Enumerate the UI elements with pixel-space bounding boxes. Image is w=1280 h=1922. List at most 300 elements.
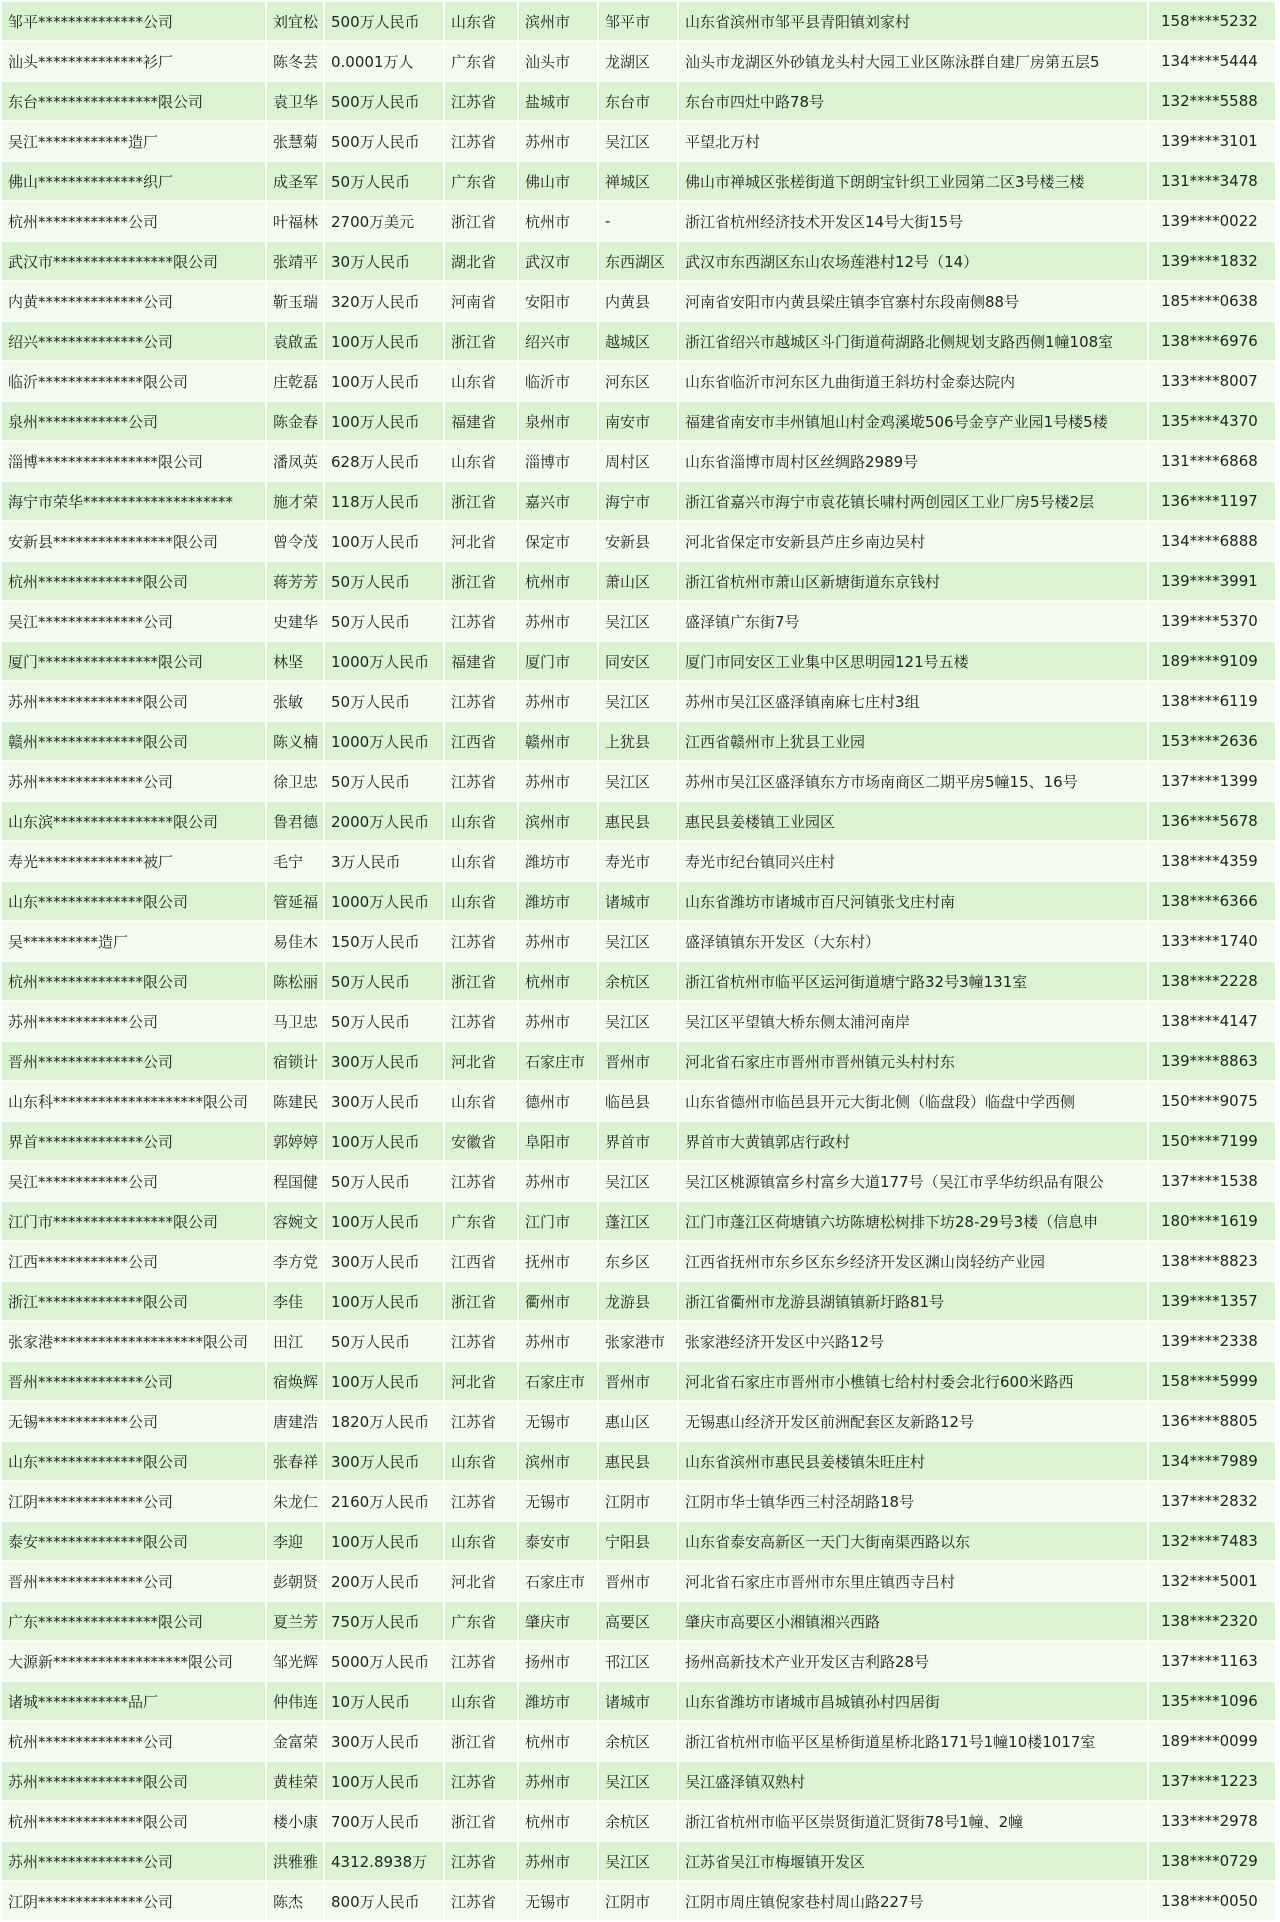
city-cell: 无锡市: [518, 1881, 598, 1921]
legal-rep-cell: 庄乾磊: [266, 361, 324, 401]
province-cell: 山东省: [444, 801, 518, 841]
company-name-cell: 山东**************限公司: [1, 1441, 266, 1481]
table-row: [1, 1241, 1276, 1281]
phone-cell: 135****4370: [1148, 401, 1276, 441]
capital-cell: 100万人民币: [324, 1761, 444, 1801]
legal-rep-cell: 林坚: [266, 641, 324, 681]
capital-cell: 300万人民币: [324, 1041, 444, 1081]
district-cell: 余杭区: [598, 1801, 678, 1841]
city-cell: 杭州市: [518, 201, 598, 241]
phone-cell: 158****5232: [1148, 1, 1276, 41]
capital-cell: 150万人民币: [324, 921, 444, 961]
table-row: [1, 1121, 1276, 1161]
city-cell: 滨州市: [518, 801, 598, 841]
district-cell: 东乡区: [598, 1241, 678, 1281]
address-cell: 厦门市同安区工业集中区思明园121号五楼: [678, 641, 1148, 681]
capital-cell: 300万人民币: [324, 1081, 444, 1121]
table-row: [1, 841, 1276, 881]
table-row: [1, 1041, 1276, 1081]
province-cell: 江苏省: [444, 1641, 518, 1681]
district-cell: 江阴市: [598, 1481, 678, 1521]
address-cell: 惠民县姜楼镇工业园区: [678, 801, 1148, 841]
province-cell: 浙江省: [444, 321, 518, 361]
address-cell: 寿光市纪台镇同兴庄村: [678, 841, 1148, 881]
district-cell: 东台市: [598, 81, 678, 121]
address-cell: 浙江省杭州市临平区星桥街道星桥北路171号1幢10楼1017室: [678, 1721, 1148, 1761]
city-cell: 杭州市: [518, 1801, 598, 1841]
legal-rep-cell: 彭朝贤: [266, 1561, 324, 1601]
company-name-cell: 苏州**************限公司: [1, 681, 266, 721]
legal-rep-cell: 宿焕辉: [266, 1361, 324, 1401]
province-cell: 山东省: [444, 841, 518, 881]
phone-cell: 138****2228: [1148, 961, 1276, 1001]
legal-rep-cell: 田江: [266, 1321, 324, 1361]
district-cell: 周村区: [598, 441, 678, 481]
district-cell: 晋州市: [598, 1041, 678, 1081]
company-name-cell: 界首**************公司: [1, 1121, 266, 1161]
city-cell: 临沂市: [518, 361, 598, 401]
legal-rep-cell: 洪雅雅: [266, 1841, 324, 1881]
company-name-cell: 内黄**************公司: [1, 281, 266, 321]
table-row: [1, 161, 1276, 201]
address-cell: 浙江省杭州经济技术开发区14号大街15号: [678, 201, 1148, 241]
address-cell: 江门市蓬江区荷塘镇六坊陈塘松树排下坊28-29号3楼（信息申: [678, 1201, 1148, 1241]
phone-cell: 138****6976: [1148, 321, 1276, 361]
district-cell: 宁阳县: [598, 1521, 678, 1561]
province-cell: 山东省: [444, 1, 518, 41]
legal-rep-cell: 郭婷婷: [266, 1121, 324, 1161]
phone-cell: 133****1740: [1148, 921, 1276, 961]
company-name-cell: 晋州**************公司: [1, 1041, 266, 1081]
district-cell: 江阴市: [598, 1881, 678, 1921]
legal-rep-cell: 袁啟孟: [266, 321, 324, 361]
province-cell: 广东省: [444, 1601, 518, 1641]
legal-rep-cell: 史建华: [266, 601, 324, 641]
capital-cell: 2160万人民币: [324, 1481, 444, 1521]
district-cell: 吴江区: [598, 601, 678, 641]
district-cell: 东西湖区: [598, 241, 678, 281]
province-cell: 山东省: [444, 1441, 518, 1481]
company-name-cell: 汕头**************衫厂: [1, 41, 266, 81]
capital-cell: 300万人民币: [324, 1721, 444, 1761]
province-cell: 山东省: [444, 441, 518, 481]
company-name-cell: 张家港********************限公司: [1, 1321, 266, 1361]
table-row: [1, 1321, 1276, 1361]
company-name-cell: 晋州**************公司: [1, 1361, 266, 1401]
legal-rep-cell: 马卫忠: [266, 1001, 324, 1041]
legal-rep-cell: 徐卫忠: [266, 761, 324, 801]
city-cell: 苏州市: [518, 601, 598, 641]
company-name-cell: 东台****************限公司: [1, 81, 266, 121]
company-name-cell: 江西************公司: [1, 1241, 266, 1281]
company-name-cell: 临沂**************限公司: [1, 361, 266, 401]
legal-rep-cell: 刘宜松: [266, 1, 324, 41]
phone-cell: 185****0638: [1148, 281, 1276, 321]
legal-rep-cell: 叶福林: [266, 201, 324, 241]
address-cell: 肇庆市高要区小湘镇湘兴西路: [678, 1601, 1148, 1641]
company-name-cell: 寿光**************被厂: [1, 841, 266, 881]
city-cell: 绍兴市: [518, 321, 598, 361]
capital-cell: 500万人民币: [324, 1, 444, 41]
capital-cell: 320万人民币: [324, 281, 444, 321]
city-cell: 苏州市: [518, 1321, 598, 1361]
table-row: [1, 41, 1276, 81]
company-name-cell: 厦门****************限公司: [1, 641, 266, 681]
company-name-cell: 吴江************公司: [1, 1161, 266, 1201]
province-cell: 湖北省: [444, 241, 518, 281]
phone-cell: 139****1357: [1148, 1281, 1276, 1321]
address-cell: 江阴市周庄镇倪家巷村周山路227号: [678, 1881, 1148, 1921]
district-cell: 上犹县: [598, 721, 678, 761]
phone-cell: 136****8805: [1148, 1401, 1276, 1441]
phone-cell: 138****4359: [1148, 841, 1276, 881]
address-cell: 河南省安阳市内黄县梁庄镇李官寨村东段南侧88号: [678, 281, 1148, 321]
capital-cell: 628万人民币: [324, 441, 444, 481]
province-cell: 广东省: [444, 1201, 518, 1241]
city-cell: 安阳市: [518, 281, 598, 321]
district-cell: 寿光市: [598, 841, 678, 881]
company-name-cell: 苏州**************公司: [1, 1841, 266, 1881]
legal-rep-cell: 程国健: [266, 1161, 324, 1201]
phone-cell: 131****6868: [1148, 441, 1276, 481]
province-cell: 浙江省: [444, 1281, 518, 1321]
city-cell: 滨州市: [518, 1, 598, 41]
table-row: [1, 1641, 1276, 1681]
district-cell: 惠民县: [598, 801, 678, 841]
legal-rep-cell: 唐建浩: [266, 1401, 324, 1441]
company-name-cell: 杭州************公司: [1, 201, 266, 241]
city-cell: 无锡市: [518, 1401, 598, 1441]
province-cell: 江苏省: [444, 81, 518, 121]
phone-cell: 138****0729: [1148, 1841, 1276, 1881]
city-cell: 苏州市: [518, 1161, 598, 1201]
address-cell: 山东省潍坊市诸城市昌城镇孙村四居街: [678, 1681, 1148, 1721]
capital-cell: 1000万人民币: [324, 641, 444, 681]
district-cell: 吴江区: [598, 1841, 678, 1881]
table-row: [1, 1441, 1276, 1481]
district-cell: 余杭区: [598, 961, 678, 1001]
province-cell: 广东省: [444, 161, 518, 201]
address-cell: 江苏省吴江市梅堰镇开发区: [678, 1841, 1148, 1881]
legal-rep-cell: 成圣军: [266, 161, 324, 201]
capital-cell: 1820万人民币: [324, 1401, 444, 1441]
district-cell: 张家港市: [598, 1321, 678, 1361]
legal-rep-cell: 邹光辉: [266, 1641, 324, 1681]
province-cell: 江苏省: [444, 921, 518, 961]
capital-cell: 1000万人民币: [324, 721, 444, 761]
city-cell: 苏州市: [518, 761, 598, 801]
address-cell: 河北省石家庄市晋州市小樵镇七给村村委会北行600米路西: [678, 1361, 1148, 1401]
province-cell: 江苏省: [444, 1841, 518, 1881]
company-name-cell: 赣州**************限公司: [1, 721, 266, 761]
table-row: [1, 121, 1276, 161]
district-cell: 诸城市: [598, 1681, 678, 1721]
province-cell: 浙江省: [444, 561, 518, 601]
capital-cell: 750万人民币: [324, 1601, 444, 1641]
address-cell: 扬州高新技术产业开发区吉利路28号: [678, 1641, 1148, 1681]
legal-rep-cell: 陈松丽: [266, 961, 324, 1001]
province-cell: 山东省: [444, 1081, 518, 1121]
province-cell: 江苏省: [444, 761, 518, 801]
district-cell: 邗江区: [598, 1641, 678, 1681]
address-cell: 无锡惠山经济开发区前洲配套区友新路12号: [678, 1401, 1148, 1441]
address-cell: 界首市大黄镇郭店行政村: [678, 1121, 1148, 1161]
legal-rep-cell: 仲伟连: [266, 1681, 324, 1721]
phone-cell: 138****6119: [1148, 681, 1276, 721]
table-row: [1, 281, 1276, 321]
district-cell: 龙湖区: [598, 41, 678, 81]
company-name-cell: 广东****************限公司: [1, 1601, 266, 1641]
legal-rep-cell: 潘凤英: [266, 441, 324, 481]
phone-cell: 135****1096: [1148, 1681, 1276, 1721]
table-row: [1, 321, 1276, 361]
city-cell: 苏州市: [518, 1761, 598, 1801]
district-cell: 吴江区: [598, 121, 678, 161]
capital-cell: 100万人民币: [324, 1281, 444, 1321]
city-cell: 阜阳市: [518, 1121, 598, 1161]
address-cell: 江西省抚州市东乡区东乡经济开发区渊山岗轻纺产业园: [678, 1241, 1148, 1281]
phone-cell: 153****2636: [1148, 721, 1276, 761]
phone-cell: 133****2978: [1148, 1801, 1276, 1841]
company-name-cell: 江门市****************限公司: [1, 1201, 266, 1241]
province-cell: 江苏省: [444, 1761, 518, 1801]
district-cell: 吴江区: [598, 761, 678, 801]
table-row: [1, 401, 1276, 441]
capital-cell: 700万人民币: [324, 1801, 444, 1841]
address-cell: 山东省潍坊市诸城市百尺河镇张戈庄村南: [678, 881, 1148, 921]
capital-cell: 50万人民币: [324, 561, 444, 601]
address-cell: 武汉市东西湖区东山农场莲港村12号（14）: [678, 241, 1148, 281]
company-name-cell: 大源新******************限公司: [1, 1641, 266, 1681]
table-row: [1, 361, 1276, 401]
phone-cell: 137****1538: [1148, 1161, 1276, 1201]
phone-cell: 136****1197: [1148, 481, 1276, 521]
province-cell: 浙江省: [444, 961, 518, 1001]
district-cell: 同安区: [598, 641, 678, 681]
phone-cell: 137****2832: [1148, 1481, 1276, 1521]
city-cell: 石家庄市: [518, 1041, 598, 1081]
company-name-cell: 苏州**************限公司: [1, 1761, 266, 1801]
province-cell: 河北省: [444, 1361, 518, 1401]
capital-cell: 100万人民币: [324, 521, 444, 561]
address-cell: 盛泽镇镇东开发区（大东村）: [678, 921, 1148, 961]
legal-rep-cell: 管延福: [266, 881, 324, 921]
capital-cell: 2000万人民币: [324, 801, 444, 841]
legal-rep-cell: 袁卫华: [266, 81, 324, 121]
address-cell: 河北省石家庄市晋州市晋州镇元头村村东: [678, 1041, 1148, 1081]
district-cell: 邹平市: [598, 1, 678, 41]
district-cell: -: [598, 201, 678, 241]
table-row: [1, 1521, 1276, 1561]
address-cell: 河北省石家庄市晋州市东里庄镇西寺吕村: [678, 1561, 1148, 1601]
capital-cell: 500万人民币: [324, 121, 444, 161]
company-name-cell: 杭州**************限公司: [1, 961, 266, 1001]
province-cell: 江苏省: [444, 1321, 518, 1361]
company-name-cell: 晋州**************公司: [1, 1561, 266, 1601]
table-row: [1, 721, 1276, 761]
address-cell: 浙江省杭州市临平区运河街道塘宁路32号3幢131室: [678, 961, 1148, 1001]
district-cell: 晋州市: [598, 1361, 678, 1401]
address-cell: 山东省滨州市惠民县姜楼镇朱旺庄村: [678, 1441, 1148, 1481]
phone-cell: 132****5588: [1148, 81, 1276, 121]
phone-cell: 134****7989: [1148, 1441, 1276, 1481]
table-row: [1, 1, 1276, 41]
city-cell: 佛山市: [518, 161, 598, 201]
district-cell: 余杭区: [598, 1721, 678, 1761]
city-cell: 苏州市: [518, 681, 598, 721]
company-name-cell: 江阴**************公司: [1, 1481, 266, 1521]
phone-cell: 139****3991: [1148, 561, 1276, 601]
province-cell: 山东省: [444, 1681, 518, 1721]
legal-rep-cell: 陈冬芸: [266, 41, 324, 81]
address-cell: 山东省滨州市邹平县青阳镇刘家村: [678, 1, 1148, 41]
province-cell: 江苏省: [444, 1161, 518, 1201]
table-row: [1, 521, 1276, 561]
table-row: [1, 481, 1276, 521]
legal-rep-cell: 张慧菊: [266, 121, 324, 161]
capital-cell: 200万人民币: [324, 1561, 444, 1601]
table-row: [1, 961, 1276, 1001]
table-row: [1, 241, 1276, 281]
capital-cell: 50万人民币: [324, 961, 444, 1001]
province-cell: 江苏省: [444, 121, 518, 161]
city-cell: 淄博市: [518, 441, 598, 481]
district-cell: 界首市: [598, 1121, 678, 1161]
province-cell: 浙江省: [444, 481, 518, 521]
capital-cell: 100万人民币: [324, 321, 444, 361]
city-cell: 盐城市: [518, 81, 598, 121]
table-row: [1, 1401, 1276, 1441]
district-cell: 吴江区: [598, 1001, 678, 1041]
district-cell: 萧山区: [598, 561, 678, 601]
phone-cell: 139****5370: [1148, 601, 1276, 641]
province-cell: 江苏省: [444, 601, 518, 641]
city-cell: 武汉市: [518, 241, 598, 281]
phone-cell: 150****7199: [1148, 1121, 1276, 1161]
company-name-cell: 山东科********************限公司: [1, 1081, 266, 1121]
phone-cell: 189****0099: [1148, 1721, 1276, 1761]
province-cell: 江西省: [444, 1241, 518, 1281]
district-cell: 安新县: [598, 521, 678, 561]
phone-cell: 139****8863: [1148, 1041, 1276, 1081]
phone-cell: 139****1832: [1148, 241, 1276, 281]
legal-rep-cell: 陈杰: [266, 1881, 324, 1921]
legal-rep-cell: 张靖平: [266, 241, 324, 281]
company-name-cell: 杭州**************公司: [1, 1721, 266, 1761]
table-row: [1, 561, 1276, 601]
legal-rep-cell: 易佳木: [266, 921, 324, 961]
city-cell: 扬州市: [518, 1641, 598, 1681]
province-cell: 广东省: [444, 41, 518, 81]
company-name-cell: 山东滨****************限公司: [1, 801, 266, 841]
city-cell: 苏州市: [518, 121, 598, 161]
province-cell: 福建省: [444, 401, 518, 441]
province-cell: 江苏省: [444, 1881, 518, 1921]
capital-cell: 50万人民币: [324, 681, 444, 721]
legal-rep-cell: 张春祥: [266, 1441, 324, 1481]
city-cell: 抚州市: [518, 1241, 598, 1281]
legal-rep-cell: 黄桂荣: [266, 1761, 324, 1801]
city-cell: 无锡市: [518, 1481, 598, 1521]
capital-cell: 1000万人民币: [324, 881, 444, 921]
city-cell: 潍坊市: [518, 881, 598, 921]
phone-cell: 136****5678: [1148, 801, 1276, 841]
legal-rep-cell: 朱龙仁: [266, 1481, 324, 1521]
address-cell: 山东省淄博市周村区丝绸路2989号: [678, 441, 1148, 481]
address-cell: 河北省保定市安新县芦庄乡南边吴村: [678, 521, 1148, 561]
district-cell: 吴江区: [598, 921, 678, 961]
legal-rep-cell: 李方党: [266, 1241, 324, 1281]
address-cell: 平望北万村: [678, 121, 1148, 161]
city-cell: 石家庄市: [518, 1561, 598, 1601]
province-cell: 山东省: [444, 1521, 518, 1561]
table-row: [1, 1841, 1276, 1881]
legal-rep-cell: 楼小康: [266, 1801, 324, 1841]
capital-cell: 500万人民币: [324, 81, 444, 121]
address-cell: 吴江区平望镇大桥东侧太浦河南岸: [678, 1001, 1148, 1041]
table-row: [1, 441, 1276, 481]
province-cell: 江苏省: [444, 1401, 518, 1441]
phone-cell: 139****0022: [1148, 201, 1276, 241]
address-cell: 吴江区桃源镇富乡村富乡大道177号（吴江市孚华纺织品有限公: [678, 1161, 1148, 1201]
address-cell: 江阴市华士镇华西三村泾胡路18号: [678, 1481, 1148, 1521]
city-cell: 潍坊市: [518, 841, 598, 881]
phone-cell: 134****6888: [1148, 521, 1276, 561]
province-cell: 福建省: [444, 641, 518, 681]
address-cell: 盛泽镇广东街7号: [678, 601, 1148, 641]
district-cell: 惠民县: [598, 1441, 678, 1481]
district-cell: 龙游县: [598, 1281, 678, 1321]
capital-cell: 4312.8938万: [324, 1841, 444, 1881]
address-cell: 张家港经济开发区中兴路12号: [678, 1321, 1148, 1361]
company-table-body: [1, 1, 1276, 1921]
district-cell: 临邑县: [598, 1081, 678, 1121]
legal-rep-cell: 张敏: [266, 681, 324, 721]
address-cell: 山东省临沂市河东区九曲街道王斜坊村金泰达院内: [678, 361, 1148, 401]
company-name-cell: 吴**********造厂: [1, 921, 266, 961]
province-cell: 河北省: [444, 521, 518, 561]
address-cell: 山东省德州市临邑县开元大街北侧（临盘段）临盘中学西侧: [678, 1081, 1148, 1121]
province-cell: 江西省: [444, 721, 518, 761]
province-cell: 浙江省: [444, 201, 518, 241]
table-row: [1, 1481, 1276, 1521]
table-row: [1, 1281, 1276, 1321]
phone-cell: 137****1399: [1148, 761, 1276, 801]
company-name-cell: 吴江************造厂: [1, 121, 266, 161]
legal-rep-cell: 陈建民: [266, 1081, 324, 1121]
legal-rep-cell: 李迎: [266, 1521, 324, 1561]
legal-rep-cell: 曾令茂: [266, 521, 324, 561]
phone-cell: 134****5444: [1148, 41, 1276, 81]
table-row: [1, 881, 1276, 921]
legal-rep-cell: 毛宁: [266, 841, 324, 881]
capital-cell: 3万人民币: [324, 841, 444, 881]
company-name-cell: 浙江**************限公司: [1, 1281, 266, 1321]
company-name-cell: 苏州**************公司: [1, 761, 266, 801]
capital-cell: 300万人民币: [324, 1241, 444, 1281]
province-cell: 安徽省: [444, 1121, 518, 1161]
phone-cell: 139****2338: [1148, 1321, 1276, 1361]
table-row: [1, 1001, 1276, 1041]
city-cell: 杭州市: [518, 1721, 598, 1761]
district-cell: 内黄县: [598, 281, 678, 321]
city-cell: 石家庄市: [518, 1361, 598, 1401]
legal-rep-cell: 鲁君德: [266, 801, 324, 841]
province-cell: 浙江省: [444, 1801, 518, 1841]
address-cell: 吴江盛泽镇双熟村: [678, 1761, 1148, 1801]
address-cell: 苏州市吴江区盛泽镇南麻七庄村3组: [678, 681, 1148, 721]
company-name-cell: 杭州**************限公司: [1, 1801, 266, 1841]
